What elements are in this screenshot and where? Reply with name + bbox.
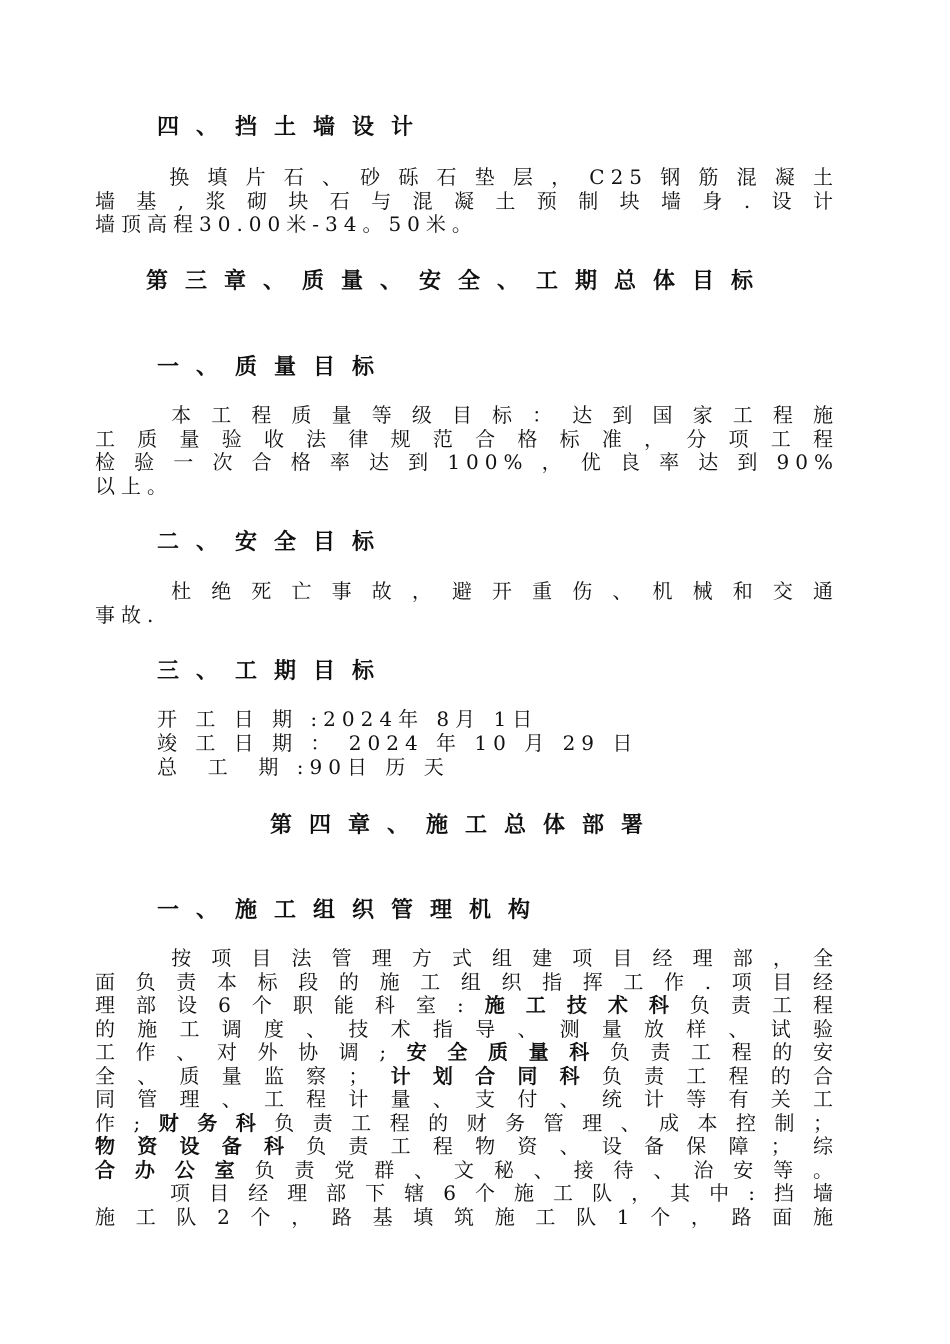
text-line: 杜绝死亡事故，避开重伤、机械和交通 xyxy=(157,579,839,603)
section-title-organization: 一、施工组织管理机构 xyxy=(157,898,548,923)
text-segment: 按项目法管理方式组建项目经理部，全 xyxy=(157,946,839,970)
chapter-4-title: 第四章、施工总体部署 xyxy=(270,813,661,838)
text-line xyxy=(95,1135,839,1159)
text-line xyxy=(95,1112,839,1136)
text-line xyxy=(95,1088,839,1112)
text-line: 墙顶高程30.00米-34。50米。 xyxy=(95,212,478,236)
text-line xyxy=(95,1041,839,1065)
section-title-safety: 二、安全目标 xyxy=(157,530,392,555)
text-segment: 的施工调度、技术指导、测量放样、试验 xyxy=(95,1016,839,1041)
text-segment: 同管理、工程计量、支付、统计等有关工 xyxy=(95,1087,839,1111)
department-name: 物资设备科 xyxy=(95,1134,307,1158)
section-title-quality: 一、质量目标 xyxy=(157,355,392,380)
text-line xyxy=(95,1159,839,1183)
section-title-schedule: 三、工期目标 xyxy=(157,659,392,684)
text-segment: 项目经理部下辖6个施工队，其中:挡墙 xyxy=(157,1181,839,1205)
text-line: 检验一次合格率达到100%，优良率达到90% xyxy=(95,450,839,474)
start-date: 开 工 日 期 :2024年 8月 1日 xyxy=(157,707,539,731)
retaining-wall-paragraph xyxy=(95,166,839,237)
text-line xyxy=(95,971,839,995)
text-segment: 负责工程 xyxy=(689,993,840,1017)
department-name: 施工技术科 xyxy=(469,993,690,1017)
organization-paragraph xyxy=(95,947,839,1229)
department-name: 安全质量科 xyxy=(392,1040,610,1064)
safety-paragraph xyxy=(95,580,839,627)
text-segment: 全、质量监察； xyxy=(95,1063,375,1088)
text-line: 换填片石、砂砾石垫层，C25钢筋混凝土 xyxy=(157,165,839,189)
text-segment: 作; xyxy=(95,1110,147,1135)
text-line: 以上。 xyxy=(95,473,173,498)
text-line xyxy=(95,1065,839,1089)
text-segment: 负责工程的安 xyxy=(609,1040,839,1064)
department-name: 合办公室 xyxy=(95,1157,255,1182)
text-segment: 理部设6个职能科室: xyxy=(95,993,470,1017)
text-line: 事故. xyxy=(95,602,160,627)
quality-paragraph xyxy=(95,404,839,498)
text-line xyxy=(95,994,839,1018)
section-title-retaining-wall: 四、挡土墙设计 xyxy=(157,115,431,140)
department-name: 计划合同科 xyxy=(374,1063,602,1088)
department-name: 财务科 xyxy=(146,1110,275,1135)
text-segment: 负责党群、文秘、接待、治安等。 xyxy=(254,1157,840,1182)
text-segment: 工作、对外协调; xyxy=(95,1040,393,1064)
text-line: 本工程质量等级目标：达到国家工程施 xyxy=(157,403,839,427)
text-line xyxy=(95,1206,839,1230)
text-segment: 负责工程物资、设备保障；综 xyxy=(306,1134,840,1158)
text-line xyxy=(95,1018,839,1042)
text-line xyxy=(95,1182,839,1206)
end-date: 竣 工 日 期 ： 2024 年 10 月 29 日 xyxy=(157,731,639,755)
text-line xyxy=(95,947,839,971)
text-line: 工质量验收法律规范合格标准，分项工程 xyxy=(95,426,839,451)
text-line: 墙基,浆砌块石与混凝土预制块墙身.设计 xyxy=(95,188,839,213)
chapter-3-title: 第三章、质量、安全、工期总体目标 xyxy=(146,269,771,294)
total-duration: 总 工 期 :90日 历 天 xyxy=(157,755,450,779)
text-segment: 施工队2个，路基填筑施工队1个，路面施 xyxy=(95,1204,839,1229)
text-segment: 负责工程的合 xyxy=(601,1063,840,1088)
text-segment: 面负责本标段的施工组织指挥工作.项目经 xyxy=(95,969,839,994)
text-segment: 负责工程的财务管理、成本控制； xyxy=(274,1110,840,1135)
